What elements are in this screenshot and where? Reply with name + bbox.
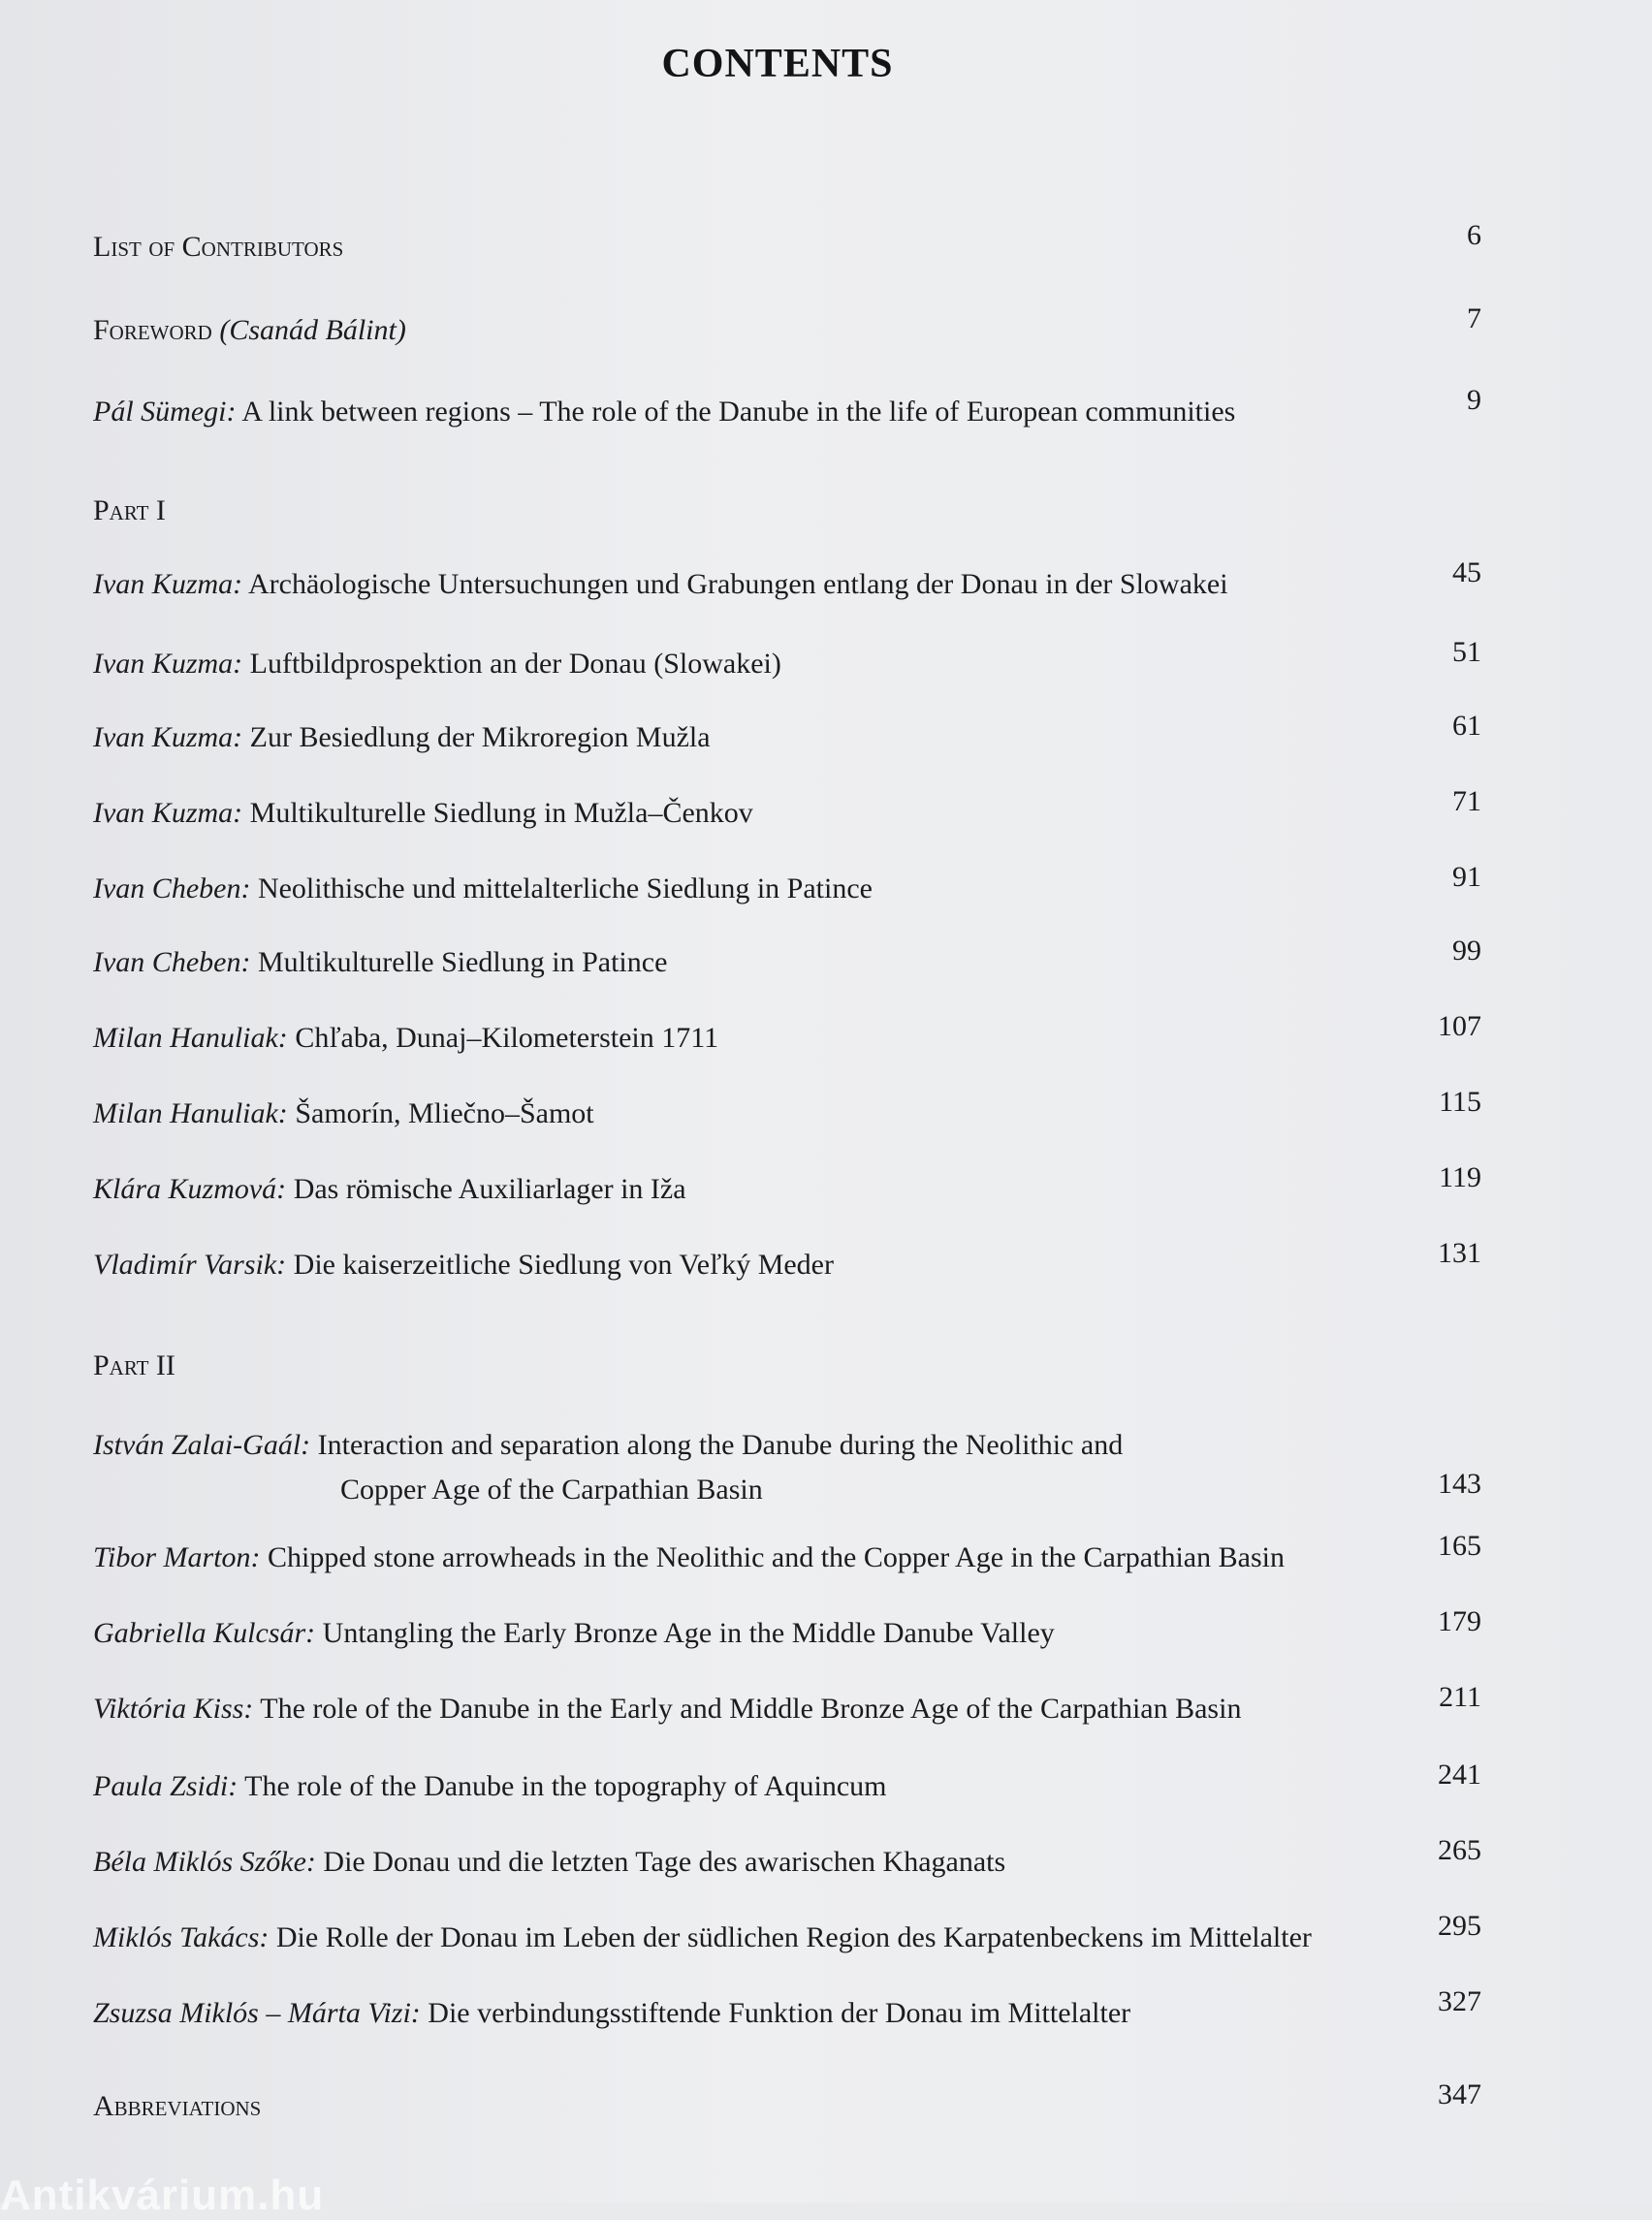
page-number: 45	[1452, 556, 1481, 588]
page-number: 131	[1438, 1237, 1481, 1269]
entry-author: Ivan Kuzma:	[93, 568, 243, 600]
page-number: 6	[1467, 219, 1481, 251]
entry-author: Viktória Kiss:	[93, 1693, 254, 1725]
watermark: Antikvárium.hu	[0, 2172, 325, 2219]
entry-author: Milan Hanuliak:	[93, 1097, 288, 1129]
entry-author: Ivan Kuzma:	[93, 797, 243, 829]
entry-title: A link between regions – The role of the Danube in the life of European communities	[241, 396, 1236, 428]
entry-author: Béla Miklós Szőke:	[93, 1846, 316, 1878]
entry-title: Das römische Auxiliarlager in Iža	[293, 1173, 686, 1205]
page-number: 107	[1438, 1010, 1481, 1042]
entry-title: Luftbildprospektion an der Donau (Slowakei)	[249, 648, 781, 680]
entry-author: István Zalai-Gaál:	[93, 1429, 311, 1461]
page-number: 211	[1439, 1681, 1481, 1713]
entry-title: Neolithische und mittelalterliche Siedlung in Patince	[257, 872, 873, 904]
part-heading: Part II	[93, 1349, 175, 1381]
page-number: 241	[1438, 1759, 1481, 1791]
page-number: 99	[1452, 935, 1481, 967]
entry-title: Multikulturelle Siedlung in Mužla–Čenkov	[249, 797, 753, 829]
page-number: 179	[1438, 1605, 1481, 1637]
page-number: 61	[1452, 710, 1481, 742]
entry-title: Die Donau und die letzten Tage des awarischen Khaganats	[323, 1846, 1006, 1878]
entry-title: Chľaba, Dunaj–Kilometerstein 1711	[295, 1022, 719, 1054]
page-number: 165	[1438, 1530, 1481, 1562]
entry-title: Interaction and separation along the Danube during the Neolithic and	[317, 1429, 1124, 1461]
entry-author: Ivan Cheben:	[93, 872, 251, 904]
page-number: 327	[1438, 1985, 1481, 2017]
entry-title: Zur Besiedlung der Mikroregion Mužla	[249, 721, 711, 753]
page-number: 71	[1452, 785, 1481, 817]
entry-author: Paula Zsidi:	[93, 1770, 238, 1802]
page-number: 347	[1438, 2078, 1481, 2110]
entry-title: Die verbindungsstiftende Funktion der Donau im Mittelalter	[428, 1997, 1131, 2029]
entry-title: Die Rolle der Donau im Leben der südlichen Region des Karpatenbeckens im Mittelalter	[275, 1921, 1312, 1953]
entry-title: Untangling the Early Bronze Age in the Middle Danube Valley	[322, 1617, 1055, 1649]
entry-author: Klára Kuzmová:	[93, 1173, 287, 1205]
entry-title: Šamorín, Mliečno–Šamot	[295, 1097, 594, 1129]
entry-author: Zsuzsa Miklós – Márta Vizi:	[93, 1997, 421, 2029]
entry-author: Vladimír Varsik:	[93, 1249, 287, 1281]
page-number: 51	[1452, 636, 1481, 668]
page-number: 9	[1467, 384, 1481, 416]
page-number: 265	[1438, 1834, 1481, 1866]
entry-author: Ivan Kuzma:	[93, 721, 243, 753]
entry-author: Pál Sümegi:	[93, 396, 237, 428]
page-number: 295	[1438, 1910, 1481, 1942]
page-title: CONTENTS	[661, 42, 894, 86]
entry-label: Abbreviations	[93, 2090, 262, 2122]
entry-title: The role of the Danube in the topography of Aquincum	[244, 1770, 887, 1802]
entry-label-extra: (Csanád Bálint)	[219, 314, 406, 346]
entry-title: Multikulturelle Siedlung in Patince	[257, 946, 668, 978]
entry-author: Miklós Takács:	[93, 1921, 270, 1953]
entry-title: The role of the Danube in the Early and Middle Bronze Age of the Carpathian Basin	[260, 1693, 1242, 1725]
page-number: 91	[1452, 861, 1481, 893]
entry-author: Ivan Kuzma:	[93, 648, 243, 680]
page-number: 115	[1439, 1086, 1481, 1118]
entry-author: Milan Hanuliak:	[93, 1022, 288, 1054]
entry-label: List of Contributors	[93, 231, 344, 263]
entry-title: Chipped stone arrowheads in the Neolithic and the Copper Age in the Carpathian Basin	[268, 1541, 1285, 1573]
part-heading: Part I	[93, 494, 166, 526]
page-number: 7	[1467, 302, 1481, 334]
entry-label: Foreword	[93, 314, 212, 346]
page-number: 119	[1439, 1161, 1481, 1193]
page-number: 143	[1438, 1468, 1481, 1500]
entry-title: Die kaiserzeitliche Siedlung von Veľký Meder	[293, 1249, 834, 1281]
entry-author: Gabriella Kulcsár:	[93, 1617, 316, 1649]
entry-author: Tibor Marton:	[93, 1541, 261, 1573]
entry-title: Archäologische Untersuchungen und Grabungen entlang der Donau in der Slowakei	[248, 568, 1228, 600]
entry-author: Ivan Cheben:	[93, 946, 251, 978]
entry-title-continuation: Copper Age of the Carpathian Basin	[340, 1474, 763, 1506]
